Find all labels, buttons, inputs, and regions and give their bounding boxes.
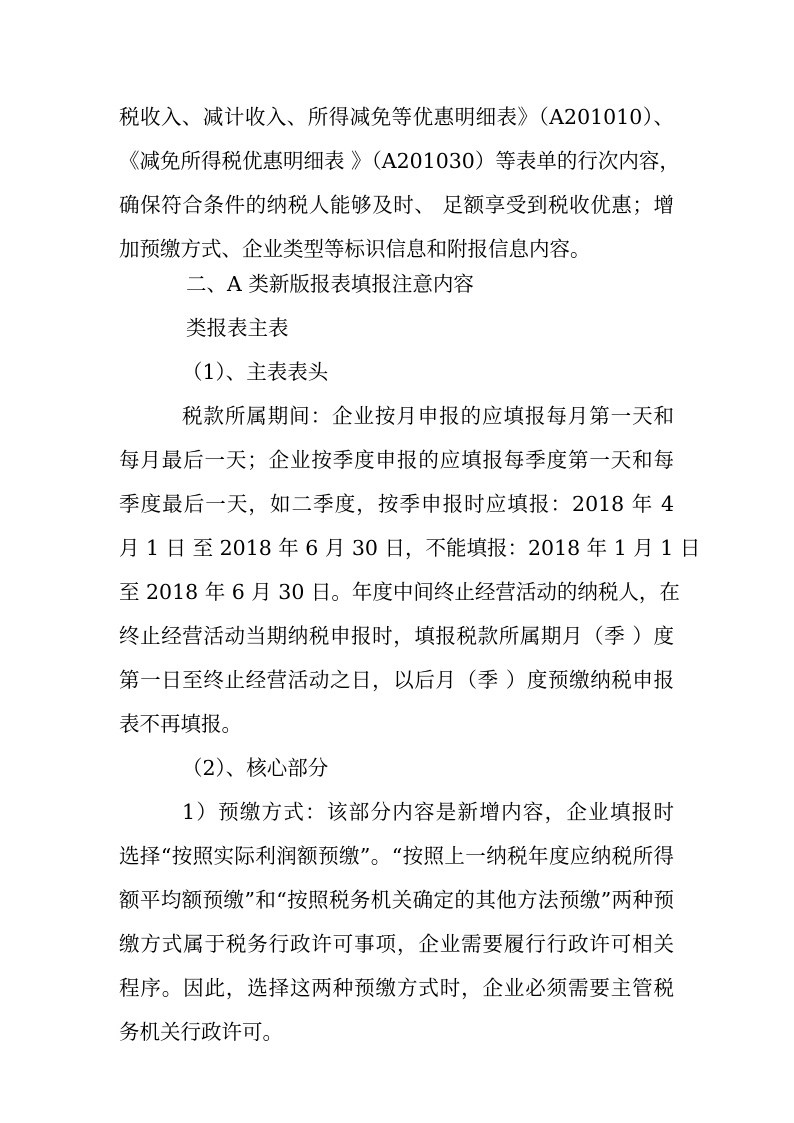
section-heading: 二、A 类新版报表填报注意内容 bbox=[186, 272, 474, 296]
subsection-heading: 类报表主表 bbox=[186, 316, 289, 340]
paragraph-line: 税收入、减计收入、所得减免等优惠明细表》（A201010）、 bbox=[119, 105, 674, 129]
paragraph-line: 月 1 日 至 2018 年 6 月 30 日，不能填报：2018 年 1 月 1 日 bbox=[119, 536, 701, 560]
paragraph-line: 额平均额预缴”和“按照税务机关确定的其他方法预缴”两种预 bbox=[119, 888, 674, 912]
paragraph-line: 税款所属期间：企业按月申报的应填报每月第一天和 bbox=[182, 404, 674, 428]
paragraph-line: 缴方式属于税务行政许可事项，企业需要履行行政许可相关 bbox=[119, 932, 674, 956]
item-heading: （1）、主表表头 bbox=[182, 360, 329, 384]
paragraph-line: 选择“按照实际利润额预缴”。“按照上一纳税年度应纳税所得 bbox=[119, 844, 674, 868]
paragraph-line: 务机关行政许可。 bbox=[119, 1020, 283, 1044]
paragraph-line: 《减免所得税优惠明细表 》（A201030）等表单的行次内容， bbox=[119, 149, 680, 173]
paragraph-line: 季度最后一天，如二季度，按季申报时应填报：2018 年 4 bbox=[119, 492, 674, 516]
paragraph-line: 确保符合条件的纳税人能够及时、 足额享受到税收优惠；增 bbox=[119, 193, 674, 217]
paragraph-line: 第一日至终止经营活动之日，以后月（季 ）度预缴纳税申报 bbox=[119, 668, 674, 692]
paragraph-line: 终止经营活动当期纳税申报时，填报税款所属期月（季 ）度 bbox=[119, 624, 674, 648]
paragraph-line: 1）预缴方式：该部分内容是新增内容，企业填报时 bbox=[182, 800, 674, 824]
paragraph-line: 表不再填报。 bbox=[119, 712, 242, 736]
paragraph-line: 每月最后一天；企业按季度申报的应填报每季度第一天和每 bbox=[119, 448, 674, 472]
paragraph-line: 加预缴方式、企业类型等标识信息和附报信息内容。 bbox=[119, 237, 591, 261]
paragraph-line: 至 2018 年 6 月 30 日。年度中间终止经营活动的纳税人，在 bbox=[119, 580, 680, 604]
paragraph-line: 程序。因此，选择这两种预缴方式时，企业必须需要主管税 bbox=[119, 976, 674, 1000]
item-heading: （2）、核心部分 bbox=[182, 756, 329, 780]
